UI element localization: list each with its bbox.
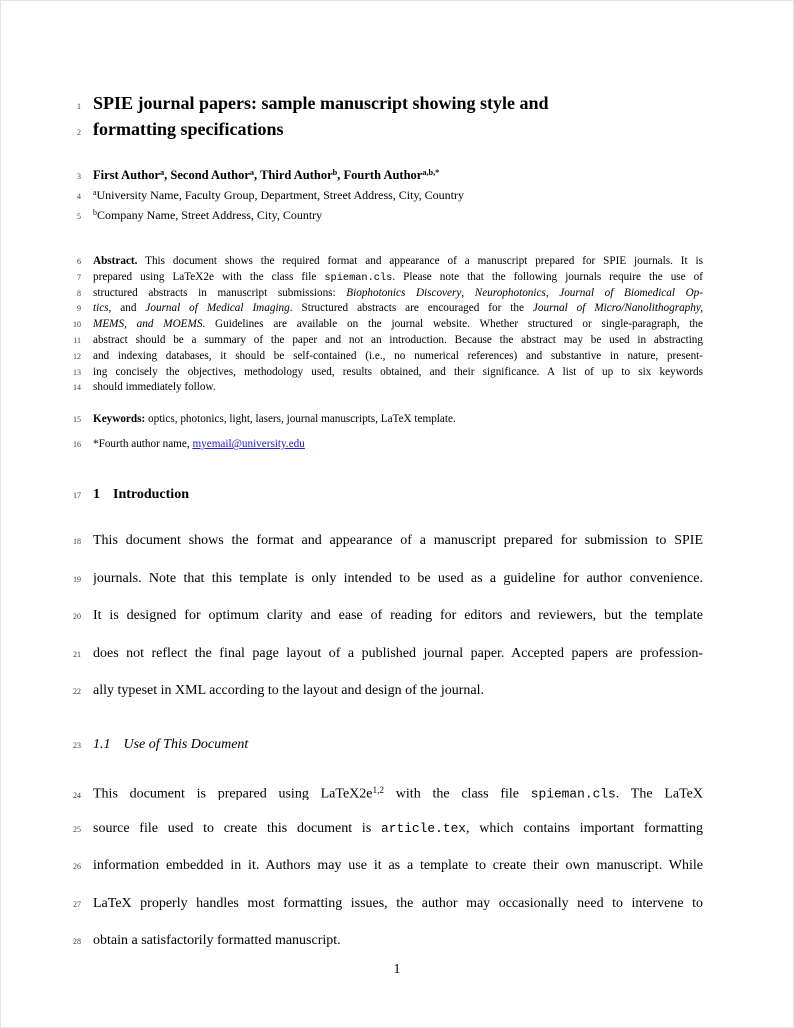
line-content [93, 437, 703, 452]
line-number: 11 [73, 336, 81, 346]
line-content [93, 286, 703, 302]
affiliation-line [1, 204, 793, 224]
text-segment: LaTeX properly handles most formatting issues, the author may occasionally need to intervene to [93, 895, 703, 911]
line-number: 28 [73, 937, 81, 947]
line-number: 18 [73, 537, 81, 547]
text-segment: 1.1 [93, 737, 111, 753]
text-segment: and indexing databases, it should be self-contained (i.e., no numerical references) and substantive in nature, present- [93, 349, 703, 362]
line-number: 7 [77, 272, 81, 282]
line-number: 24 [73, 790, 81, 800]
text-segment: ally typeset in XML according to the layout and design of the journal. [93, 683, 484, 699]
abstract-line [1, 333, 793, 349]
text-segment: Biophotonics Discovery [346, 286, 462, 299]
superscript-text: b [93, 208, 97, 218]
text-segment: abstract should be a summary of the paper and not an introduction. Because the abstract may be used in abstracting [93, 334, 703, 347]
text-segment: should immediately follow. [93, 381, 216, 394]
line-number: 14 [73, 383, 81, 393]
text-segment: Neurophotonics [474, 286, 546, 299]
body-text-line [1, 681, 793, 700]
code-text: article.tex [381, 820, 467, 836]
text-segment: University Name, Faculty Group, Department, Street Address, City, Country [96, 188, 465, 203]
text-segment: , [461, 286, 475, 299]
text-segment: , Third Author [254, 168, 333, 183]
line-number: 25 [73, 824, 81, 834]
line-number: 26 [73, 862, 81, 872]
section-heading-line [1, 486, 793, 504]
line-number: 13 [73, 367, 81, 377]
keywords-line [1, 412, 793, 427]
text-segment: This document shows the required format and appearance of a manuscript prepared for SPIE journals. It is [137, 255, 703, 268]
line-content [93, 317, 703, 333]
title-line [1, 90, 793, 116]
text-segment: , [545, 286, 560, 299]
line-content [93, 931, 703, 950]
body-text-line [1, 644, 793, 663]
text-segment: Journal of Medical Imaging [145, 302, 290, 315]
line-number: 10 [73, 320, 81, 330]
line-content [93, 894, 703, 913]
text-segment: Journal of Micro/Nanolithography, [532, 302, 703, 315]
body-text-line [1, 569, 793, 588]
line-number: 17 [73, 491, 81, 501]
abstract-line [1, 365, 793, 381]
subsection-heading-line [1, 736, 793, 754]
line-content [93, 270, 703, 286]
author-line [1, 164, 793, 184]
line-number: 9 [77, 304, 81, 314]
superscript-text: 1,2 [372, 785, 385, 796]
body-text-line [1, 531, 793, 550]
abstract-line [1, 380, 793, 396]
line-number: 21 [73, 649, 81, 659]
line-number: 23 [73, 741, 81, 751]
line-number: 3 [77, 172, 81, 182]
text-segment: , and [108, 302, 146, 315]
abstract-line [1, 349, 793, 365]
line-content [93, 606, 703, 625]
text-segment: obtain a satisfactorily formatted manuscript. [93, 933, 341, 949]
abstract-line [1, 286, 793, 302]
line-number: 6 [77, 257, 81, 267]
line-content [93, 164, 703, 184]
body-text-line [1, 931, 793, 950]
line-content [93, 301, 703, 317]
text-segment: Company Name, Street Address, City, Country [96, 208, 323, 223]
line-content [93, 349, 703, 365]
text-segment: , Fourth Author [337, 168, 423, 183]
text-segment: Keywords: [93, 413, 146, 426]
text-segment: Abstract. [93, 255, 138, 268]
text-segment: ing concisely the objectives, methodology used, results obtained, and their significance. A list of up to six keywords [93, 365, 703, 378]
line-number: 5 [77, 212, 81, 222]
text-segment: SPIE journal papers: sample manuscript showing style and [93, 93, 549, 113]
line-content [93, 184, 703, 204]
text-segment: information embedded in it. Authors may use it as a template to create their own manuscript. While [93, 858, 703, 874]
text-segment: tics [93, 302, 109, 315]
text-segment: . Please note that the following journals require the use of [392, 270, 703, 283]
line-number: 19 [73, 574, 81, 584]
line-number: 12 [73, 351, 81, 361]
page-footer [1, 961, 793, 977]
text-segment: . Guidelines are available on the journal website. Whether structured or single-paragraph, the [202, 318, 703, 331]
line-content [93, 736, 703, 754]
text-segment: It is designed for optimum clarity and ease of reading for editors and reviewers, but the template [93, 608, 703, 624]
body-text-line [1, 819, 793, 838]
line-number: 27 [73, 899, 81, 909]
line-content [93, 819, 703, 838]
line-content [93, 90, 703, 116]
line-number: 15 [73, 415, 81, 425]
line-content [93, 486, 703, 504]
line-content [93, 204, 703, 224]
text-segment: *Fourth author name, [93, 438, 193, 451]
text-segment: 1 [93, 487, 100, 503]
page-number: 1 [393, 961, 401, 976]
line-content [93, 412, 703, 427]
text-segment: MEMS, and MOEMS [93, 318, 203, 331]
line-content [93, 569, 703, 588]
email-link[interactable]: myemail@university.edu [192, 438, 305, 451]
line-content [93, 333, 703, 349]
text-segment: This document is prepared using LaTeX2e [93, 786, 373, 801]
line-number: 16 [73, 440, 81, 450]
text-segment: with the class file [384, 786, 531, 801]
line-content [93, 380, 703, 396]
text-segment: First Author [93, 168, 161, 183]
affiliation-line [1, 184, 793, 204]
text-segment: Use of This Document [123, 737, 249, 753]
body-text-line [1, 781, 793, 800]
text-segment: , Second Author [164, 168, 250, 183]
text-segment: optics, photonics, light, lasers, journal manuscripts, LaTeX template. [145, 413, 456, 426]
line-content [93, 856, 703, 875]
body-text-line [1, 856, 793, 875]
superscript-text: a [249, 168, 255, 177]
line-number: 4 [77, 192, 81, 202]
abstract-line [1, 317, 793, 333]
abstract-line [1, 254, 793, 270]
text-segment: , which contains important formatting [466, 820, 703, 836]
line-number: 2 [77, 128, 81, 137]
line-content [93, 531, 703, 550]
text-segment: . Structured abstracts are encouraged for the [289, 302, 533, 315]
line-number: 22 [73, 687, 81, 697]
text-segment: Journal of Biomedical Op- [559, 286, 703, 299]
line-number: 1 [77, 102, 81, 111]
text-segment: . The LaTeX [615, 786, 703, 801]
text-segment: does not reflect the final page layout of a published journal paper. Accepted papers are profession- [93, 645, 703, 661]
line-number: 20 [73, 612, 81, 622]
line-content [93, 781, 703, 800]
body-text-line [1, 894, 793, 913]
text-segment: journals. Note that this template is only intended to be used as a guideline for author convenience. [93, 570, 703, 586]
text-segment: Introduction [113, 487, 189, 503]
body-text-line [1, 606, 793, 625]
line-list [1, 1, 793, 950]
text-segment: structured abstracts in manuscript submissions: [93, 286, 347, 299]
text-segment: prepared using LaTeX2e with the class file [93, 270, 325, 283]
code-text: spieman.cls [530, 786, 616, 801]
text-segment: formatting specifications [93, 119, 284, 139]
text-segment: This document shows the format and appearance of a manuscript prepared for submission to SPIE [93, 533, 703, 549]
line-number: 8 [77, 288, 81, 298]
title-line [1, 116, 793, 142]
superscript-text: a [160, 168, 165, 177]
line-content [93, 681, 703, 700]
superscript-text: a [93, 188, 97, 198]
text-segment: source file used to create this document is [93, 820, 382, 836]
abstract-line [1, 301, 793, 317]
abstract-line [1, 270, 793, 286]
line-content [93, 116, 703, 142]
line-content [93, 365, 703, 381]
superscript-text: b [332, 168, 338, 177]
code-text: spieman.cls [324, 271, 393, 284]
line-content [93, 254, 703, 270]
superscript-text: a,b,* [422, 168, 440, 177]
author-footnote-line [1, 437, 793, 452]
line-content [93, 644, 703, 663]
